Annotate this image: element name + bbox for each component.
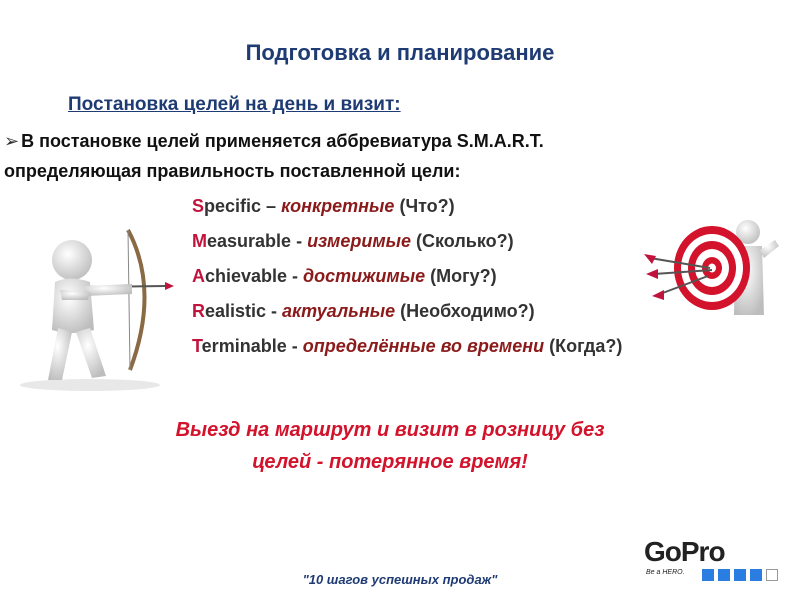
smart-question: (Необходимо?) [395,301,535,321]
bullet-line-2: определяющая правильность поставленной цели: [4,161,461,181]
target-with-arrows-icon [630,210,790,330]
page-title: Подготовка и планирование [245,40,555,65]
smart-question: (Что?) [394,196,455,216]
smart-list [192,194,622,369]
smart-item [192,299,622,334]
smart-letter: A [192,266,205,286]
smart-translation: актуальные [282,301,396,321]
smart-question: (Могу?) [425,266,497,286]
smart-word: erminable [201,336,287,356]
smart-letter: T [192,336,202,356]
logo-square-icon [702,569,714,581]
smart-item [192,264,622,299]
smart-separator: - [287,266,304,286]
logo-tagline: Be a HERO. [646,569,685,576]
smart-separator: - [266,301,283,321]
smart-separator: - [291,231,308,251]
smart-word: chievable [205,266,288,286]
gopro-logo [640,536,790,582]
smart-letter: S [192,196,205,216]
logo-brand-text: GoPro [644,536,725,567]
warning-message [60,414,720,478]
smart-translation: определённые во времени [302,336,545,356]
logo-square-icon [766,569,778,581]
smart-separator: - [286,336,303,356]
smart-item [192,194,622,229]
logo-square-icon [734,569,746,581]
smart-letter: M [192,231,207,251]
warning-line-2: целей - потерянное время! [252,451,528,473]
smart-item [192,229,622,264]
bullet-line-1: В постановке целей применяется аббревиатура S.M.A.R.T. [21,131,544,151]
smart-word: ealistic [205,301,267,321]
smart-question: (Когда?) [544,336,623,356]
smart-question: (Сколько?) [411,231,514,251]
warning-line-1: Выезд на маршрут и визит в розницу без [175,419,605,441]
smart-letter: R [192,301,205,321]
archer-figure-icon [10,220,180,395]
smart-word: pecific [204,196,262,216]
smart-item [192,334,622,369]
smart-translation: конкретные [281,196,395,216]
smart-word: easurable [207,231,292,251]
logo-square-icon [718,569,730,581]
arrow-bullet-icon: ➢ [4,131,20,151]
smart-separator: – [261,196,282,216]
smart-translation: измеримые [307,231,412,251]
smart-translation: достижимые [303,266,426,286]
section-subtitle: Постановка целей на день и визит: [68,94,401,115]
bullet-paragraph [4,126,784,186]
footer-caption: "10 шагов успешных продаж" [302,572,498,587]
logo-square-icon [750,569,762,581]
